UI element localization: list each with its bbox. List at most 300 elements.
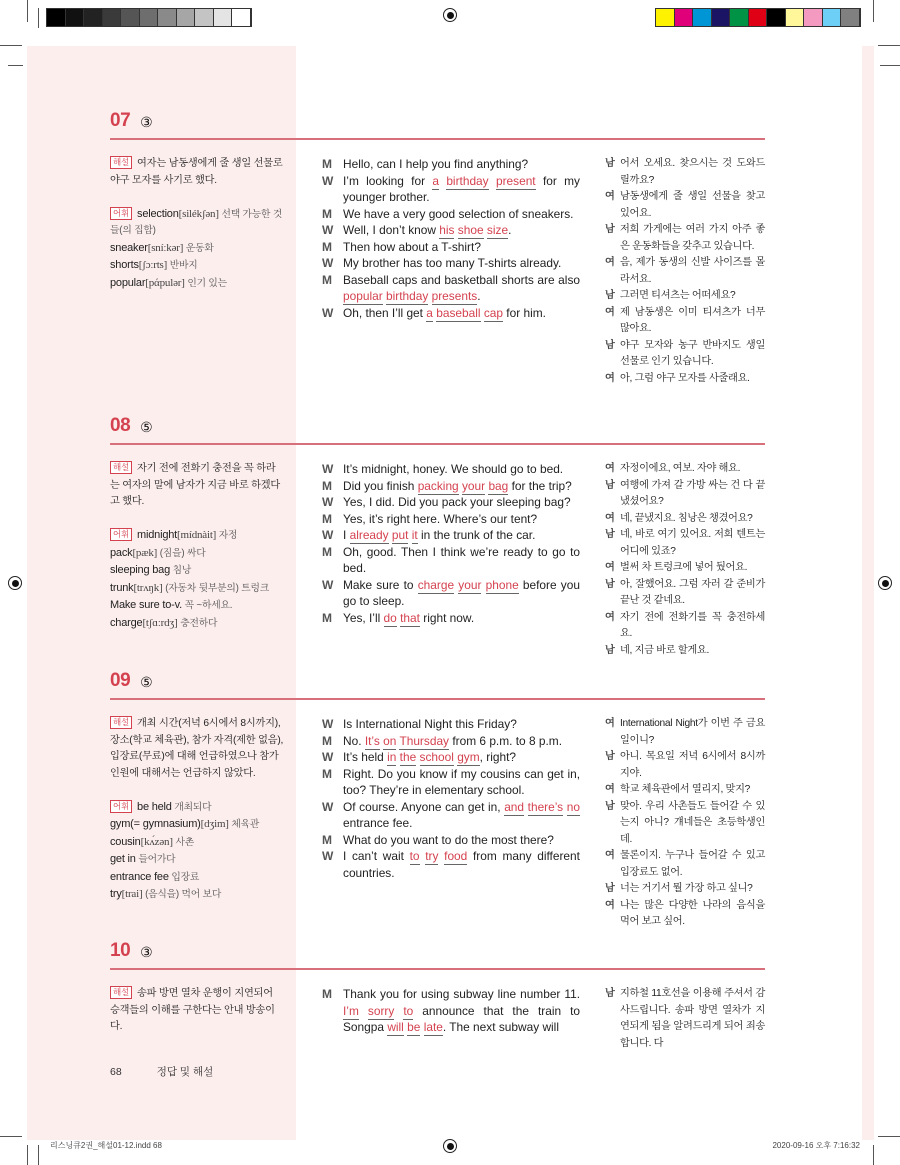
dialogue-text (343, 206, 580, 223)
dictation-blank: cap (483, 305, 503, 320)
dialogue-segment: Oh, then I’ll get (343, 305, 427, 320)
color-swatch (749, 9, 768, 26)
vocab-word: trunk (110, 581, 134, 594)
vocab-item (110, 275, 285, 293)
section-header (110, 938, 765, 962)
explanation-text: 개최 시간(저녁 6시에서 8시까지), 장소(학교 체육관), 참가 자격(제한 없음), 입장료(무료)에 대해 언급하였으나 참가 인원에 대해서는 언급하지 않았다. (110, 718, 284, 779)
translation-text: 물론이지. 누구나 들어갈 수 있고 입장료도 없어. (620, 850, 765, 878)
vocab-item (110, 580, 285, 598)
vocab-meaning: 사촌 (175, 836, 194, 848)
speaker-label: W (322, 495, 334, 509)
vocab-badge: 어휘 (110, 800, 132, 813)
translation-line (605, 610, 765, 643)
speaker-label: W (322, 849, 334, 863)
vocab-meaning: 선택 가능한 것들(의 집합) (110, 208, 283, 236)
vocab-badge: 어휘 (110, 207, 132, 220)
slug-timestamp: 2020-09-16 오후 7:16:32 (772, 1141, 860, 1150)
dialogue-line (322, 206, 580, 223)
translation-text: 맞아. 우리 사촌들도 들어갈 수 있는지 아니? 걔네들은 초등학생인데. (620, 800, 765, 845)
speaker-label: 여 (605, 463, 615, 474)
section-divider (110, 443, 765, 445)
dialogue-line (322, 733, 580, 750)
section-07 (110, 108, 765, 384)
translation-text: 음, 제가 동생의 신발 사이즈를 몰라서요. (620, 257, 765, 285)
color-swatch (195, 9, 214, 26)
dialogue-segment: for my younger brother. (343, 173, 580, 204)
translation-line (605, 527, 765, 560)
dialogue-segment (394, 1004, 403, 1018)
speaker-label: W (322, 462, 334, 476)
vocab-item (110, 257, 285, 275)
section-header (110, 668, 765, 692)
dialogue-line (322, 461, 580, 478)
dictation-blank: try (425, 849, 439, 863)
translation-line (605, 305, 765, 338)
dictation-blank: already (349, 528, 389, 542)
translation-line (605, 577, 765, 610)
color-swatch (177, 9, 196, 26)
speaker-label: 남 (605, 800, 615, 812)
registration-mark-icon (443, 1139, 457, 1153)
speaker-label: 여 (605, 562, 615, 573)
dialogue-text (343, 255, 580, 272)
translation-line (605, 255, 765, 288)
right-edge-strip (862, 46, 874, 1140)
section-divider (110, 698, 765, 700)
color-swatch (804, 9, 823, 26)
dialogue-text (343, 478, 580, 495)
dialogue-segment: . (477, 289, 481, 303)
translation-text: 지하철 11호선을 이용해 주셔서 감사드립니다. 송파 방면 열차가 지연되게 됨을 알려드리게 되어 죄송합니다. 다 (620, 988, 765, 1049)
translation-line (605, 848, 765, 881)
dialogue-text (343, 716, 580, 733)
dialogue-segment: Is International Night this Friday? (343, 717, 517, 731)
translation-line (605, 799, 765, 849)
vocab-item (110, 816, 285, 834)
answer-choice: ③ (140, 114, 153, 130)
dictation-blank: it (411, 528, 418, 542)
explanation (110, 156, 285, 189)
dictation-blank: on (383, 733, 397, 748)
crop-mark (27, 0, 28, 22)
cmyk-color-bar (655, 8, 861, 27)
dictation-blank: your (458, 577, 482, 592)
vocab-meaning: 체육관 (231, 819, 260, 830)
vocab-meaning: 자정 (218, 530, 238, 541)
dialogue-segment: Oh, good. Then I think we’re ready to go to bed. (343, 544, 580, 575)
vocab-item (110, 869, 285, 887)
speaker-label: 여 (605, 784, 615, 795)
translation-line (605, 782, 765, 799)
dialogue-column (322, 461, 580, 626)
translation-text: 아니. 목요일 저녁 6시에서 8시까지야. (620, 751, 765, 779)
vocab-item (110, 615, 285, 633)
speaker-label: W (322, 717, 334, 731)
explanation-column (110, 461, 285, 632)
registration-mark-icon (8, 576, 22, 590)
speaker-label: W (322, 528, 334, 542)
dialogue-text (343, 494, 580, 511)
dictation-blank: baseball (436, 305, 481, 320)
color-swatch (121, 9, 140, 26)
translation-line (605, 749, 765, 782)
vocab-pronunciation: [trʌŋk] (133, 581, 163, 594)
speaker-label: M (322, 478, 332, 493)
vocab-word: popular (110, 276, 146, 289)
dialogue-segment: No. (343, 733, 365, 748)
dictation-blank: present (495, 173, 536, 188)
dialogue-segment: Did you finish (343, 478, 418, 493)
speaker-label: M (322, 987, 332, 1001)
speaker-label: 여 (605, 512, 615, 524)
vocab-pronunciation: [dʒim] (200, 818, 229, 830)
vocab-meaning: (자동차 뒷부분의) 트렁크 (165, 582, 270, 594)
dictation-blank: bag (488, 478, 509, 493)
dialogue-text (343, 577, 580, 610)
speaker-label: M (322, 157, 332, 171)
dictation-blank: no (566, 799, 580, 814)
footer-title: 정답 및 해설 (156, 1066, 214, 1078)
translation-column (605, 461, 765, 659)
dialogue-segment: Right. Do you know if my cousins can get in, too? They’re in elementary school. (343, 766, 580, 797)
vocab-meaning: 운동화 (185, 242, 214, 254)
vocab-meaning: 입장료 (171, 871, 200, 883)
dialogue-segment: from 6 p.m. to 8 p.m. (449, 733, 563, 748)
registration-mark-icon (443, 8, 457, 22)
answer-choice: ⑤ (140, 674, 153, 690)
vocab-word: midnight (137, 529, 178, 541)
vocab-meaning: 침낭 (172, 565, 192, 576)
dialogue-line (322, 494, 580, 511)
section-header (110, 108, 765, 132)
dialogue-segment: Hello, can I help you find anything? (343, 157, 529, 171)
vocab-item (110, 545, 285, 563)
dialogue-segment: Thank you for using subway line number 11. (343, 987, 580, 1001)
dialogue-text (343, 733, 580, 750)
vocab-word: sneaker (110, 241, 148, 254)
color-swatch (675, 9, 694, 26)
dialogue-line (322, 799, 580, 832)
dictation-blank: It’s (364, 733, 380, 748)
dialogue-column (322, 986, 580, 1036)
dialogue-line (322, 749, 580, 766)
dictation-blank: size (486, 223, 509, 237)
translation-line (605, 986, 765, 1052)
vocab-badge: 어휘 (110, 528, 132, 541)
dictation-blank: your (461, 478, 486, 493)
speaker-label: M (322, 733, 332, 748)
dialogue-segment: We have a very good selection of sneakers. (343, 206, 574, 221)
speaker-label: 남 (605, 988, 615, 999)
color-swatch (232, 9, 251, 26)
dialogue-segment: I (343, 528, 350, 542)
speaker-label: 남 (605, 339, 615, 351)
vocab-word: be held (137, 800, 172, 813)
speaker-label: M (322, 544, 332, 559)
dialogue-segment: Then how about a T-shirt? (343, 239, 481, 254)
section-divider (110, 138, 765, 140)
translation-text: 너는 거기서 뭘 가장 하고 싶니? (620, 883, 753, 894)
vocab-meaning: (짐을) 싸다 (159, 547, 206, 559)
translation-column (605, 986, 765, 1052)
dialogue-segment: in the trunk of the car. (417, 528, 536, 542)
translation-line (605, 222, 765, 255)
vocab-word: gym(= gymnasium) (110, 818, 201, 830)
vocab-meaning: 개최되다 (174, 801, 212, 813)
section-header (110, 413, 765, 437)
translation-line (605, 716, 765, 749)
dictation-blank: in (387, 750, 397, 764)
dialogue-segment (489, 174, 496, 188)
dialogue-line (322, 255, 580, 272)
explanation-badge: 해설 (110, 716, 132, 729)
vocab-meaning: (음식을) 먹어 보다 (145, 889, 222, 900)
dialogue-segment: entrance fee. (343, 816, 413, 830)
speaker-label: 남 (605, 751, 615, 762)
vocab-word: pack (110, 546, 133, 559)
translation-line (605, 156, 765, 189)
dialogue-segment: from many different countries. (343, 849, 580, 880)
crop-mark (873, 0, 874, 22)
translation-column (605, 156, 765, 387)
vocab-meaning: 들어가다 (138, 854, 176, 865)
dialogue-segment: Well, I don’t know (343, 223, 440, 237)
color-swatch (214, 9, 233, 26)
dialogue-text (343, 799, 580, 832)
speaker-label: W (322, 577, 334, 592)
dialogue-segment (481, 578, 485, 592)
dialogue-text (343, 222, 580, 239)
speaker-label: M (322, 766, 332, 781)
dictation-blank: the (399, 750, 417, 764)
vocab-item (110, 886, 285, 904)
vocab-word: sleeping bag (110, 564, 170, 576)
dialogue-text (343, 544, 580, 577)
dialogue-segment: Baseball caps and basketball shorts are also (343, 272, 580, 287)
dialogue-segment: right now. (419, 610, 475, 625)
color-swatch (158, 9, 177, 26)
dialogue-text (343, 305, 580, 322)
speaker-label: 남 (605, 158, 615, 169)
translation-text: 학교 체육관에서 열리지, 맞지? (620, 784, 750, 795)
color-swatch (730, 9, 749, 26)
translation-line (605, 461, 765, 478)
crop-mark (0, 45, 22, 46)
dictation-blank: shoe (457, 223, 484, 237)
dictation-blank: school (419, 750, 454, 764)
gray-color-bar (46, 8, 252, 27)
dialogue-text (343, 766, 580, 799)
dictation-blank: phone (485, 577, 519, 592)
dialogue-segment: . (508, 223, 512, 237)
vocab-word: shorts (110, 259, 139, 271)
speaker-label: 여 (605, 191, 615, 202)
explanation-badge: 해설 (110, 156, 132, 169)
dialogue-text (343, 239, 580, 256)
dictation-blank: to (403, 1003, 414, 1018)
translation-text: 여행에 가져 갈 가방 싸는 건 다 끝냈셨어요? (620, 479, 765, 507)
explanation (110, 986, 285, 1036)
vocab-meaning: 충전하다 (180, 617, 218, 629)
dialogue-segment: It’s midnight, honey. We should go to bed. (343, 462, 564, 476)
vocab-pronunciation: [pæk] (132, 546, 158, 559)
dictation-blank: charge (417, 577, 455, 592)
dictation-blank: birthday (385, 289, 429, 303)
dialogue-line (322, 222, 580, 239)
dictation-blank: I’m (343, 1003, 359, 1018)
translation-line (605, 478, 765, 511)
vocab-item (110, 597, 285, 615)
vocab-word: get in (110, 853, 136, 865)
translation-line (605, 338, 765, 371)
crop-mark (878, 1136, 900, 1137)
dictation-blank: a (432, 173, 439, 188)
question-number: 10 (110, 940, 131, 961)
explanation-column (110, 986, 285, 1036)
vocab-item (110, 527, 285, 545)
color-swatch (767, 9, 786, 26)
dialogue-segment: I can’t wait (343, 849, 410, 863)
dictation-blank: to (409, 849, 420, 863)
translation-text: International Night가 이번 주 금요일이니? (620, 718, 765, 746)
section-08 (110, 413, 765, 656)
dialogue-line (322, 766, 580, 799)
translation-line (605, 189, 765, 222)
vocab-pronunciation: [silékʃən] (178, 207, 219, 220)
dialogue-column (322, 716, 580, 881)
dialogue-segment (416, 750, 419, 764)
translation-text: 어서 오세요. 찾으시는 것 도와드릴까요? (620, 158, 765, 186)
crop-mark (38, 8, 39, 28)
speaker-label: 남 (605, 883, 615, 894)
page-number: 68 (110, 1066, 122, 1078)
vocab-pronunciation: [pάpulər] (145, 276, 185, 289)
dialogue-line (322, 544, 580, 577)
dictation-blank: put (391, 528, 409, 542)
explanation-badge: 해설 (110, 986, 132, 999)
vocab-word: entrance fee (110, 870, 169, 883)
dialogue-segment: . The next subway will (442, 1020, 559, 1034)
speaker-label: M (322, 206, 332, 221)
dictation-blank: popular (343, 289, 383, 303)
dialogue-segment: for the trip? (508, 478, 572, 493)
registration-mark-icon (878, 576, 892, 590)
translation-line (605, 560, 765, 577)
explanation-text: 송파 방면 열차 운행이 지연되어 승객들의 이해를 구한다는 안내 방송이다. (110, 988, 275, 1032)
explanation (110, 716, 285, 782)
color-swatch (66, 9, 85, 26)
speaker-label: 여 (605, 718, 615, 729)
dialogue-line (322, 610, 580, 627)
vocab-pronunciation: [sníːkər] (147, 241, 184, 254)
dialogue-segment: announce that the train to Songpa (343, 1003, 581, 1034)
explanation-column (110, 716, 285, 904)
color-swatch (84, 9, 103, 26)
dialogue-segment: for him. (503, 305, 546, 320)
section-divider (110, 968, 765, 970)
dialogue-line (322, 832, 580, 849)
explanation-text: 여자는 남동생에게 줄 생일 선물로 야구 모자를 사기로 했다. (110, 158, 283, 186)
dialogue-text (343, 610, 580, 627)
question-number: 07 (110, 110, 131, 131)
translation-line (605, 643, 765, 660)
translation-line (605, 288, 765, 305)
speaker-label: 여 (605, 257, 615, 268)
speaker-label: 남 (605, 479, 615, 491)
section-09 (110, 668, 765, 927)
vocab-item (110, 240, 285, 258)
question-number: 09 (110, 670, 131, 691)
translation-text: 네, 지금 바로 할게요. (620, 644, 709, 656)
speaker-label: M (322, 832, 332, 847)
dialogue-text (343, 986, 580, 1036)
dialogue-line (322, 272, 580, 305)
translation-text: 자정이에요, 여보. 자야 해요. (620, 463, 741, 474)
dialogue-segment: Make sure to (343, 577, 418, 592)
dialogue-line (322, 173, 580, 206)
crop-mark (880, 65, 900, 66)
speaker-label: 여 (605, 306, 615, 318)
speaker-label: W (322, 799, 334, 814)
translation-text: 남동생에게 줄 생일 선물을 찾고 있어요. (620, 191, 765, 219)
answer-choice: ⑤ (140, 419, 153, 435)
dialogue-column (322, 156, 580, 321)
speaker-label: 여 (605, 850, 615, 861)
translation-line (605, 898, 765, 931)
dialogue-segment (359, 1004, 368, 1018)
translation-text: 야구 모자와 농구 반바지도 생일 선물로 인기 있습니다. (620, 339, 765, 367)
speaker-label: 남 (605, 644, 615, 656)
translation-line (605, 881, 765, 898)
dictation-blank: gym (457, 750, 480, 764)
dialogue-text (343, 461, 580, 478)
color-swatch (656, 9, 675, 26)
speaker-label: 남 (605, 290, 615, 301)
vocab-word: try (110, 888, 122, 900)
translation-text: 아, 잘했어요. 그럼 자러 갈 준비가 끝난 것 같네요. (620, 578, 765, 606)
speaker-label: 여 (605, 611, 615, 623)
translation-text: 저희 가게에는 여러 가지 아주 좋은 운동화들을 갖추고 있습니다. (620, 224, 765, 252)
vocab-word: charge (110, 616, 143, 629)
dialogue-segment: Of course. Anyone can get in, (343, 799, 505, 814)
explanation (110, 461, 285, 511)
color-swatch (140, 9, 159, 26)
vocab-word: Make sure to-v. (110, 599, 182, 611)
crop-mark (878, 45, 900, 46)
dialogue-line (322, 577, 580, 610)
dictation-blank: presents (431, 289, 478, 303)
dictation-blank: food (444, 849, 468, 863)
speaker-label: W (322, 173, 334, 188)
vocab-word: selection (137, 207, 179, 220)
dialogue-segment: , right? (479, 750, 517, 764)
dialogue-segment: Yes, I did. Did you pack your sleeping bag? (343, 495, 571, 509)
crop-mark (27, 1145, 28, 1165)
vocabulary-list (110, 799, 285, 904)
crop-mark (8, 65, 23, 66)
speaker-label: 남 (605, 578, 615, 590)
vocab-pronunciation: [trai] (121, 888, 143, 900)
dictation-blank: do (383, 610, 397, 625)
dialogue-segment: I’m looking for (343, 173, 433, 188)
translation-line (605, 371, 765, 388)
dialogue-segment: It’s held (343, 750, 388, 764)
dictation-blank: a (426, 305, 433, 320)
dialogue-text (343, 848, 580, 881)
translation-column (605, 716, 765, 931)
vocab-meaning: 꼭 ~하세요. (184, 600, 233, 611)
dialogue-text (343, 173, 580, 206)
